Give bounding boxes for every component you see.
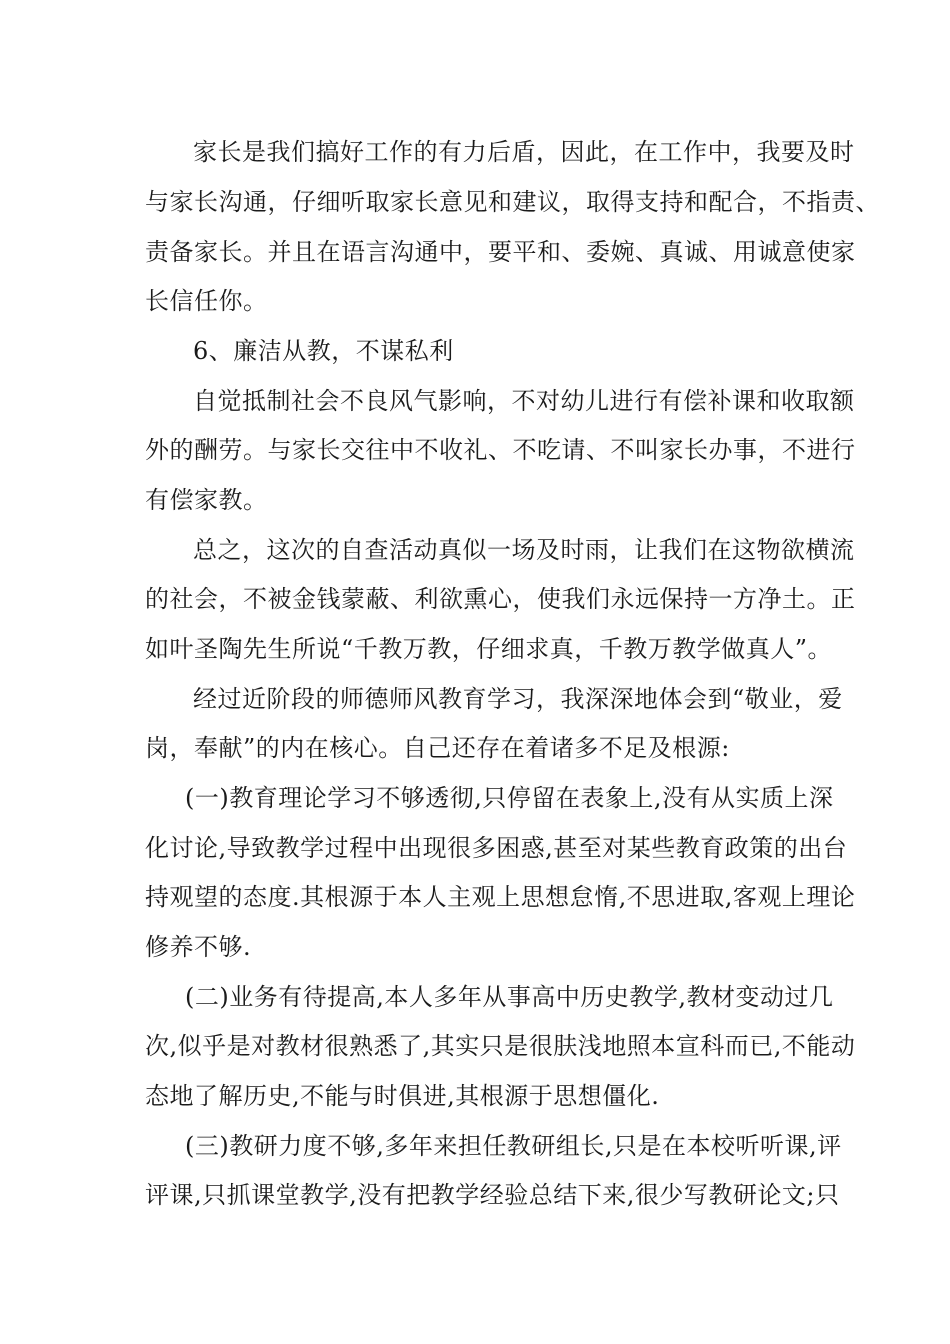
text-line: 次,似乎是对教材很熟悉了,其实只是很肤浅地照本宣科而已,不能动 — [145, 1032, 856, 1060]
text-line: (一)教育理论学习不够透彻,只停留在表象上,没有从实质上深 — [185, 784, 834, 812]
text-line: 外的酬劳。与家长交往中不收礼、不吃请、不叫家长办事，不进行 — [145, 436, 856, 464]
text-line: 与家长沟通，仔细听取家长意见和建议，取得支持和配合，不指责、 — [145, 188, 880, 216]
text-line: (三)教研力度不够,多年来担任教研组长,只是在本校听听课,评 — [185, 1132, 842, 1160]
text-line: 家长是我们搞好工作的有力后盾，因此，在工作中，我要及时 — [193, 138, 855, 166]
text-line: 经过近阶段的师德师风教育学习，我深深地体会到“敬业，爱 — [193, 685, 843, 713]
text-line: 岗，奉献”的内在核心。自己还存在着诸多不足及根源: — [145, 734, 730, 762]
text-line: 修养不够. — [145, 933, 252, 961]
text-line: 评课,只抓课堂教学,没有把教学经验总结下来,很少写教研论文;只 — [145, 1181, 840, 1209]
text-line: (二)业务有待提高,本人多年从事高中历史教学,教材变动过几 — [185, 983, 834, 1011]
text-line: 的社会，不被金钱蒙蔽、利欲熏心，使我们永远保持一方净土。正 — [145, 585, 856, 613]
text-line: 有偿家教。 — [145, 486, 268, 514]
text-line: 如叶圣陶先生所说“千教万教，仔细求真，千教万教学做真人”。 — [145, 635, 833, 663]
text-line: 化讨论,导致教学过程中出现很多困惑,甚至对某些教育政策的出台 — [145, 834, 848, 862]
text-line: 态地了解历史,不能与时俱进,其根源于思想僵化. — [145, 1082, 660, 1110]
text-line: 持观望的态度.其根源于本人主观上思想怠惰,不思进取,客观上理论 — [145, 883, 856, 911]
section-heading: 6、廉洁从教，不谋私利 — [193, 337, 454, 365]
text-line: 责备家长。并且在语言沟通中，要平和、委婉、真诚、用诚意使家 — [145, 238, 856, 266]
text-line: 总之，这次的自查活动真似一场及时雨，让我们在这物欲横流 — [193, 536, 855, 564]
text-line: 长信任你。 — [145, 287, 268, 315]
text-line: 自觉抵制社会不良风气影响，不对幼儿进行有偿补课和收取额 — [193, 387, 855, 415]
